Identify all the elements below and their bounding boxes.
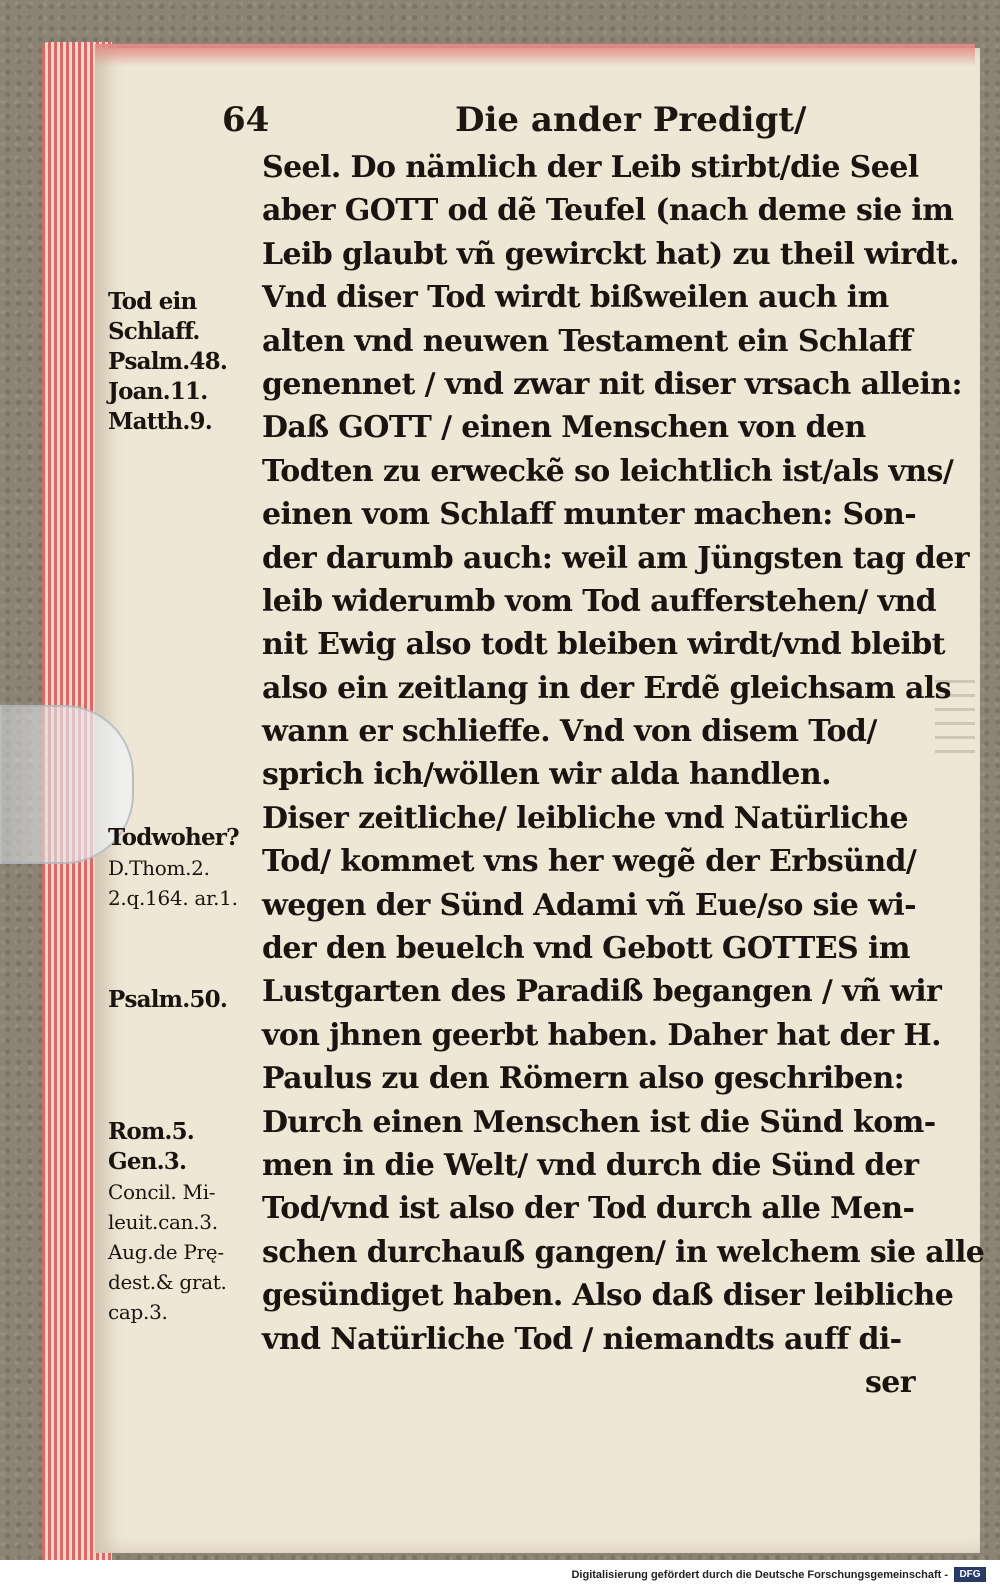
text-line: schen durchauß gangen/ in welchem sie alle xyxy=(262,1234,985,1270)
text-line: Paulus zu den Römern also geschriben: xyxy=(262,1061,905,1097)
text-line: Lustgarten des Paradiß begangen / vñ wir xyxy=(262,974,942,1010)
text-line: nit Ewig also todt bleiben wirdt/vnd bleibt xyxy=(262,627,945,663)
text-line: also ein zeitlang in der Erdẽ gleichsam als xyxy=(262,670,951,706)
text-line: sprich ich/wöllen wir alda handlen. xyxy=(262,757,831,793)
margin-note-line: 2.q.164. ar.1. xyxy=(108,886,238,910)
margin-note xyxy=(108,1117,263,1327)
text-line: alten vnd neuwen Testament ein Schlaff xyxy=(262,323,913,359)
margin-note-line: Gen.3. xyxy=(108,1148,187,1175)
text-line: Leib glaubt vñ gewirckt hat) zu theil wirdt. xyxy=(262,236,959,272)
margin-note-line: Psalm.50. xyxy=(108,986,228,1013)
margin-note-line: leuit.can.3. xyxy=(108,1210,218,1234)
margin-note-line: Rom.5. xyxy=(108,1118,195,1145)
margin-note-line: Joan.11. xyxy=(108,378,208,405)
margin-note xyxy=(108,287,263,437)
margin-note-line: Aug.de Prę- xyxy=(108,1240,224,1264)
catchword: ser xyxy=(865,1364,915,1400)
text-line: leib widerumb vom Tod aufferstehen/ vnd xyxy=(262,583,937,619)
margin-note-line: Todwoher? xyxy=(108,824,239,851)
margin-note-line: Matth.9. xyxy=(108,408,212,435)
text-line: Tod/ kommet vns her wegẽ der Erbsünd/ xyxy=(262,844,917,880)
margin-note xyxy=(108,823,263,913)
text-line: men in die Welt/ vnd durch die Sünd der xyxy=(262,1147,919,1183)
red-edge-top xyxy=(95,44,975,66)
text-line: Tod/vnd ist also der Tod durch alle Men- xyxy=(262,1191,915,1227)
text-line: Todten zu erweckẽ so leichtlich ist/als vns/ xyxy=(262,453,954,489)
text-line: wegen der Sünd Adami vñ Eue/so sie wi- xyxy=(262,887,916,923)
margin-note-line: Schlaff. xyxy=(108,318,200,345)
text-line: einen vom Schlaff munter machen: Son- xyxy=(262,497,917,533)
text-line: von jhnen geerbt haben. Daher hat der H. xyxy=(262,1017,942,1053)
margin-note-line: Psalm.48. xyxy=(108,348,228,375)
margin-note-line: D.Thom.2. xyxy=(108,856,210,880)
text-line: Diser zeitliche/ leibliche vnd Natürliche xyxy=(262,800,908,836)
body-text xyxy=(262,150,985,1408)
margin-note-line: Tod ein xyxy=(108,288,197,315)
margin-note-line: Concil. Mi- xyxy=(108,1180,216,1204)
funding-credit: Digitalisierung gefördert durch die Deutsche Forschungsgemeinschaft - xyxy=(571,1569,948,1581)
text-line: Daß GOTT / einen Menschen von den xyxy=(262,410,866,446)
margin-note-line: dest.& grat. xyxy=(108,1270,227,1294)
dfg-logo: DFG xyxy=(954,1567,986,1582)
margin-note xyxy=(108,985,263,1015)
text-line: der darumb auch: weil am Jüngsten tag der xyxy=(262,540,970,576)
text-line: gesündiget haben. Also daß diser leibliche xyxy=(262,1278,954,1314)
text-line: Seel. Do nämlich der Leib stirbt/die Seel xyxy=(262,150,919,185)
text-line: aber GOTT od dẽ Teufel (nach deme sie im xyxy=(262,193,954,229)
margin-note-line: cap.3. xyxy=(108,1300,168,1324)
text-line: genennet / vnd zwar nit diser vrsach allein: xyxy=(262,366,962,402)
text-line: wann er schlieffe. Vnd von disem Tod/ xyxy=(262,714,877,750)
text-line: der den beuelch vnd Gebott GOTTES im xyxy=(262,931,910,967)
running-head: Die ander Predigt/ xyxy=(455,100,807,140)
page-number: 64 xyxy=(222,100,270,140)
text-line: vnd Natürliche Tod / niemandts auff di- xyxy=(262,1321,902,1357)
text-line: Durch einen Menschen ist die Sünd kom- xyxy=(262,1104,936,1140)
text-line: Vnd diser Tod wirdt bißweilen auch im xyxy=(262,280,889,316)
